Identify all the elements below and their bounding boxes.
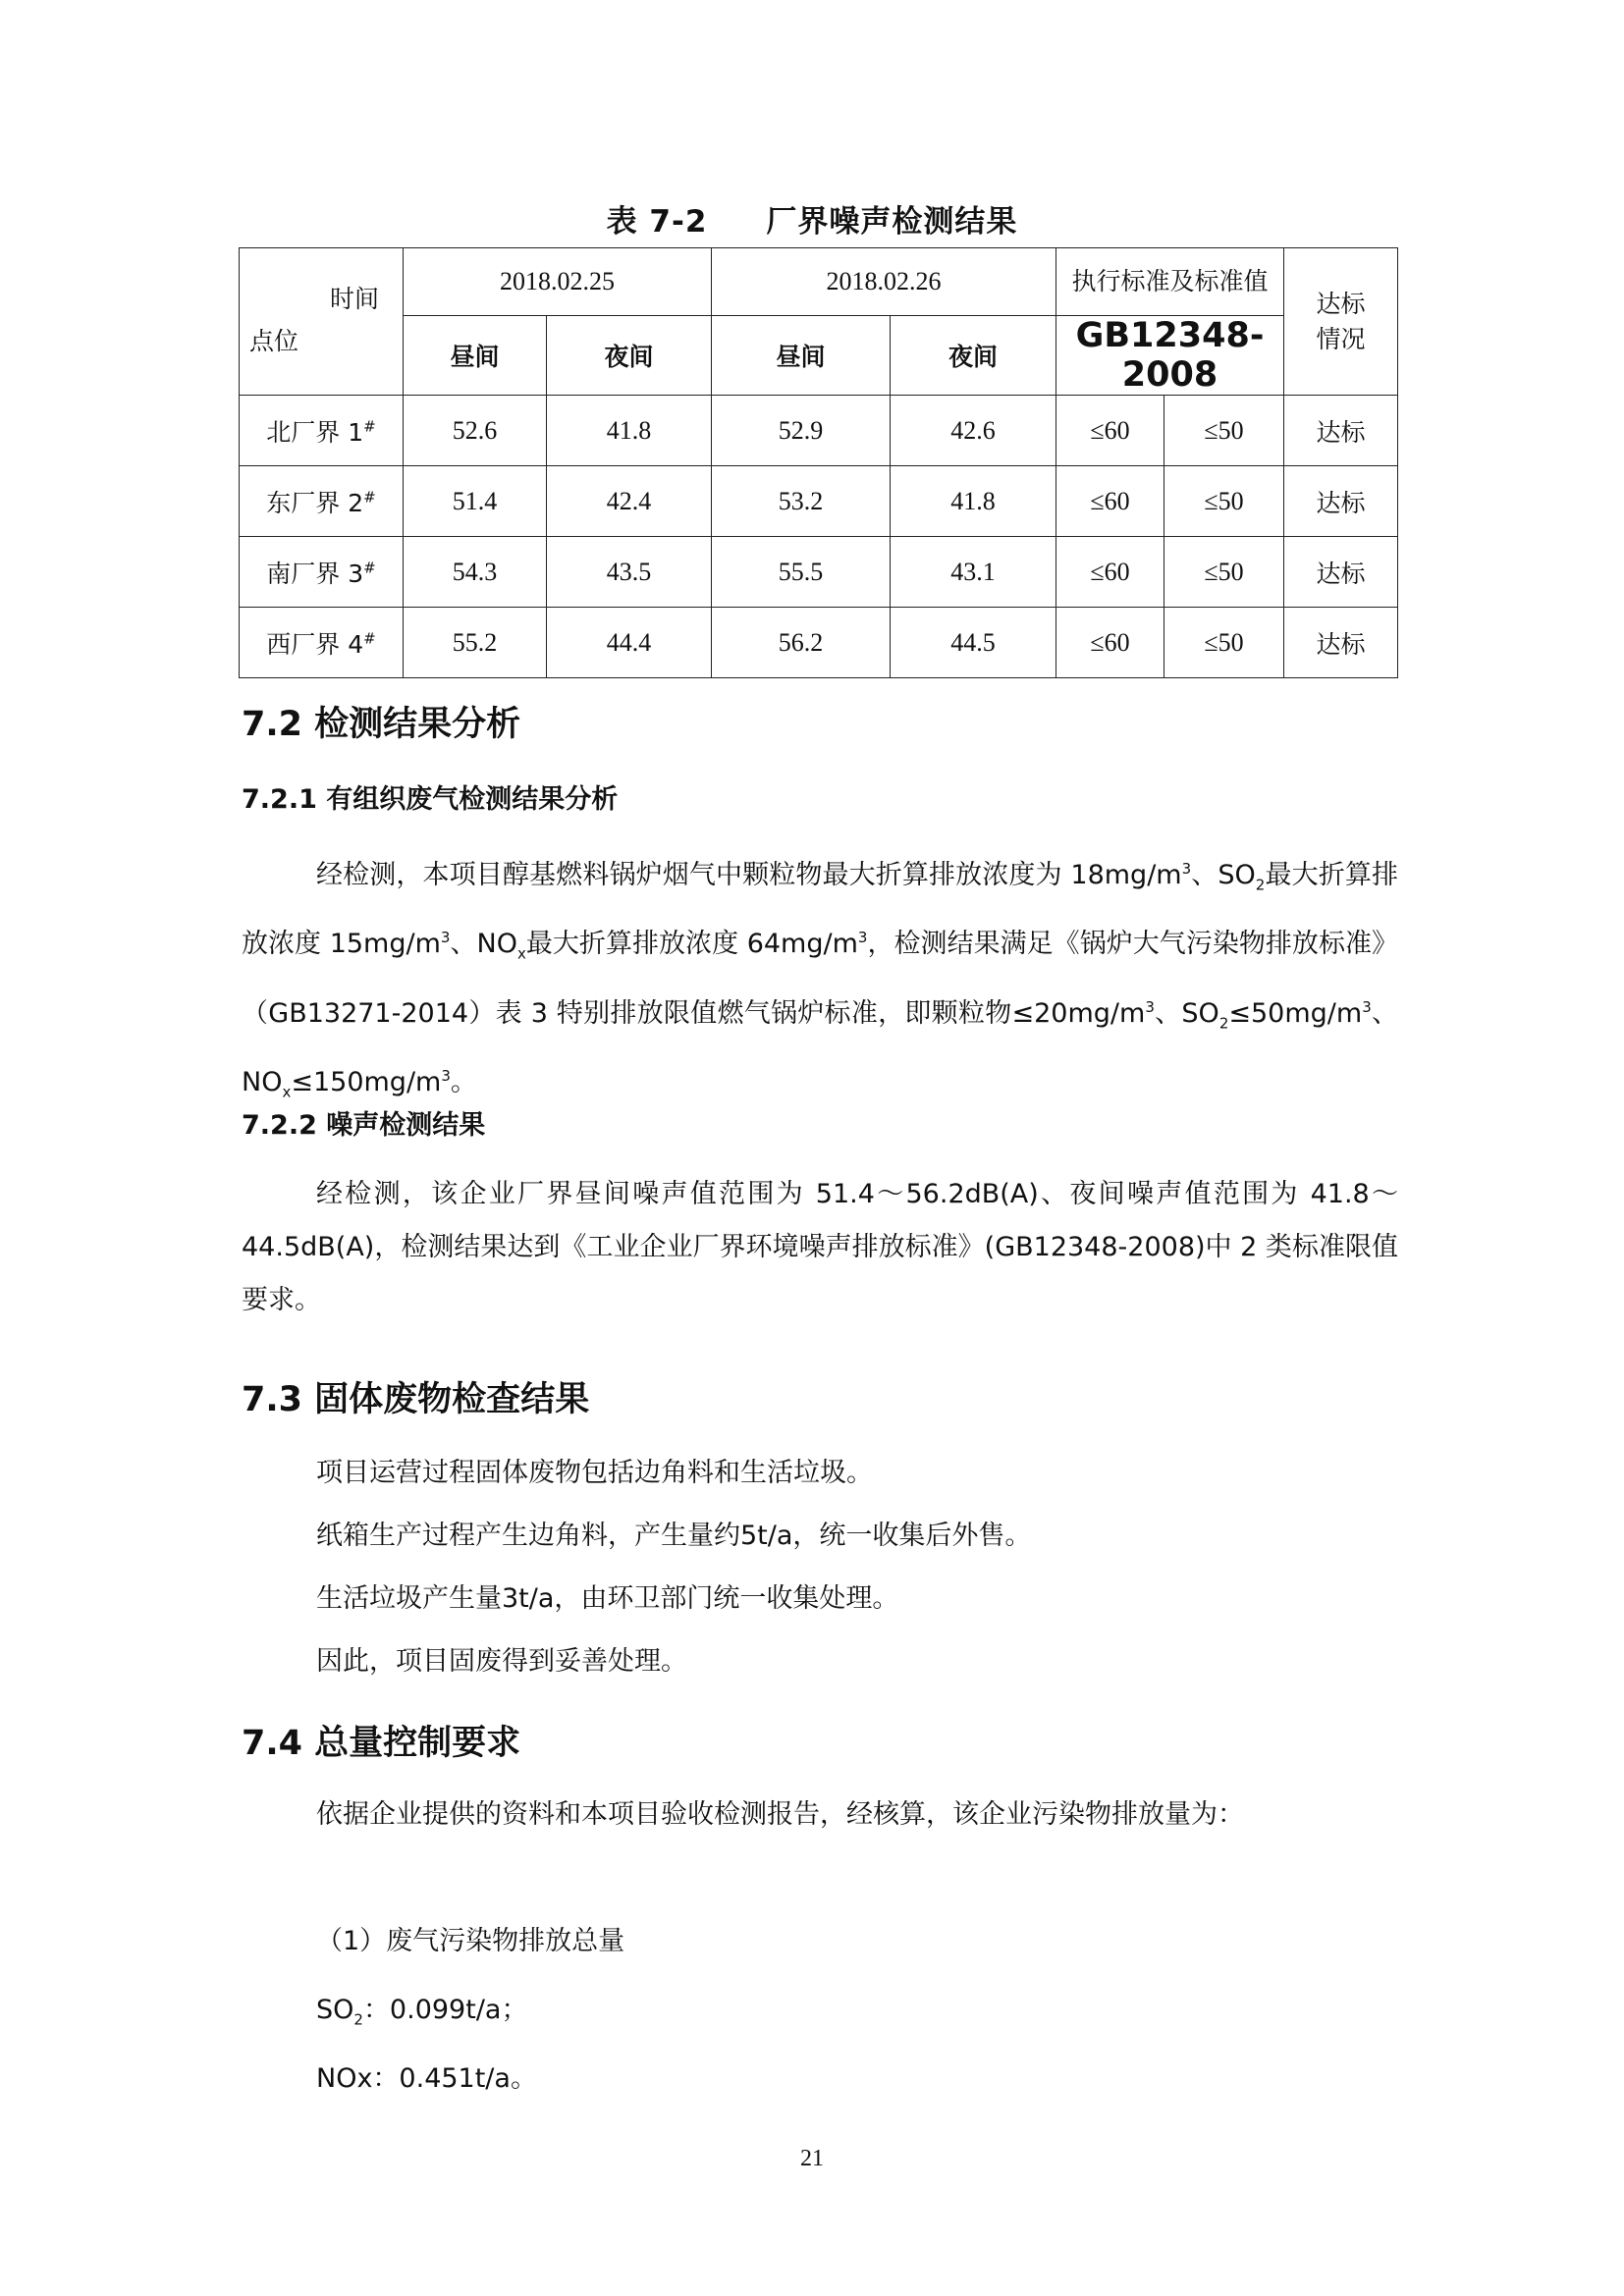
status-cell: 达标 [1284,608,1398,678]
std-day-cell: ≤60 [1056,537,1164,608]
section-7-2-1-paragraph: 经检测，本项目醇基燃料锅炉烟气中颗粒物最大折算排放浓度为 $18mg/m^3$、$SO_2$最大折算排放浓度 $15mg/m^3$、$NO_x$最大折算排放浓度 $64mg/m^3$，检测结果满足《锅炉大气污染物排放标准》（GB13271-2014）表 3 特别排放限值燃气锅炉标准，即颗粒物$\le 20mg/m^3$、$SO_2\le 50mg/m^3$、$NO_x\le 150mg/m^3$。 [242,860,1399,1101]
table-subheader-row [240,316,1398,396]
date2-header: 2018.02.26 [712,248,1056,316]
std-day-cell: ≤60 [1056,466,1164,537]
d2-day-cell: 56.2 [712,608,891,678]
page-number: 21 [800,2146,824,2171]
d1-day-header: 昼间 [404,316,547,396]
emission-total-item: （1）废气污染物排放总量 [316,1926,625,1956]
solid-waste-line: 生活垃圾产生量3t/a，由环卫部门统一收集处理。 [316,1583,899,1614]
d1-day-cell: 55.2 [404,608,547,678]
site-cell: 北厂界 1# [240,396,404,466]
d1-day-cell: 52.6 [404,396,547,466]
solid-waste-line: 纸箱生产过程产生边角料，产生量约5t/a，统一收集后外售。 [316,1521,1032,1551]
corner-site-label: 点位 [249,327,299,355]
table-header-row [240,248,1398,316]
section-7-2-1-heading: 7.2.1 有组织废气检测结果分析 [242,784,619,815]
date1-header: 2018.02.25 [404,248,712,316]
so2-total: $SO_2$：0.099t/a； [316,1995,528,2029]
nox-total: NOx：0.451t/a。 [316,2063,537,2094]
d2-night-cell: 43.1 [891,537,1056,608]
standard-header: 执行标准及标准值 [1056,248,1284,316]
noise-results-table [239,247,1398,678]
table-row [240,396,1398,466]
d1-day-cell: 51.4 [404,466,547,537]
section-7-4-intro: 依据企业提供的资料和本项目验收检测报告，经核算，该企业污染物排放量为： [316,1799,1244,1830]
status-header: 达标情况 [1284,248,1398,396]
status-cell: 达标 [1284,537,1398,608]
site-cell: 西厂界 4# [240,608,404,678]
section-7-4-heading: 7.4 总量控制要求 [242,1724,521,1763]
section-7-2-heading: 7.2 检测结果分析 [242,705,521,744]
table-caption-number: 表 7-2 [606,204,708,240]
d2-night-cell: 41.8 [891,466,1056,537]
d2-day-header: 昼间 [712,316,891,396]
std-night-cell: ≤50 [1164,537,1284,608]
status-cell: 达标 [1284,466,1398,537]
table-row [240,537,1398,608]
d1-night-cell: 42.4 [547,466,712,537]
solid-waste-line: 项目运营过程固体废物包括边角料和生活垃圾。 [316,1458,873,1488]
site-cell: 东厂界 2# [240,466,404,537]
d2-night-cell: 42.6 [891,396,1056,466]
section-7-3-heading: 7.3 固体废物检查结果 [242,1380,590,1419]
d1-night-cell: 44.4 [547,608,712,678]
d2-day-cell: 52.9 [712,396,891,466]
std-night-cell: ≤50 [1164,396,1284,466]
std-day-cell: ≤60 [1056,396,1164,466]
d2-day-cell: 53.2 [712,466,891,537]
site-cell: 南厂界 3# [240,537,404,608]
std-day-cell: ≤60 [1056,608,1164,678]
d1-night-cell: 43.5 [547,537,712,608]
section-7-2-2-heading: 7.2.2 噪声检测结果 [242,1110,486,1141]
table-caption [0,196,1624,240]
table-row [240,466,1398,537]
d2-night-cell: 44.5 [891,608,1056,678]
status-cell: 达标 [1284,396,1398,466]
d2-day-cell: 55.5 [712,537,891,608]
section-7-2-2-paragraph: 经检测，该企业厂界昼间噪声值范围为 51.4～56.2dB(A)、夜间噪声值范围为 41.8～44.5dB(A)，检测结果达到《工业企业厂界环境噪声排放标准》(GB12348-2008)中 2 类标准限值要求。 [242,1179,1398,1315]
corner-header-cell [240,248,404,396]
corner-time-label: 时间 [329,285,379,313]
d2-night-header: 夜间 [891,316,1056,396]
solid-waste-line: 因此，项目固废得到妥善处理。 [316,1646,687,1677]
d1-day-cell: 54.3 [404,537,547,608]
d1-night-cell: 41.8 [547,396,712,466]
table-row [240,608,1398,678]
std-night-cell: ≤50 [1164,608,1284,678]
standard-code-header: GB12348-2008 [1056,316,1284,396]
table-caption-title: 厂界噪声检测结果 [766,204,1018,240]
d1-night-header: 夜间 [547,316,712,396]
std-night-cell: ≤50 [1164,466,1284,537]
